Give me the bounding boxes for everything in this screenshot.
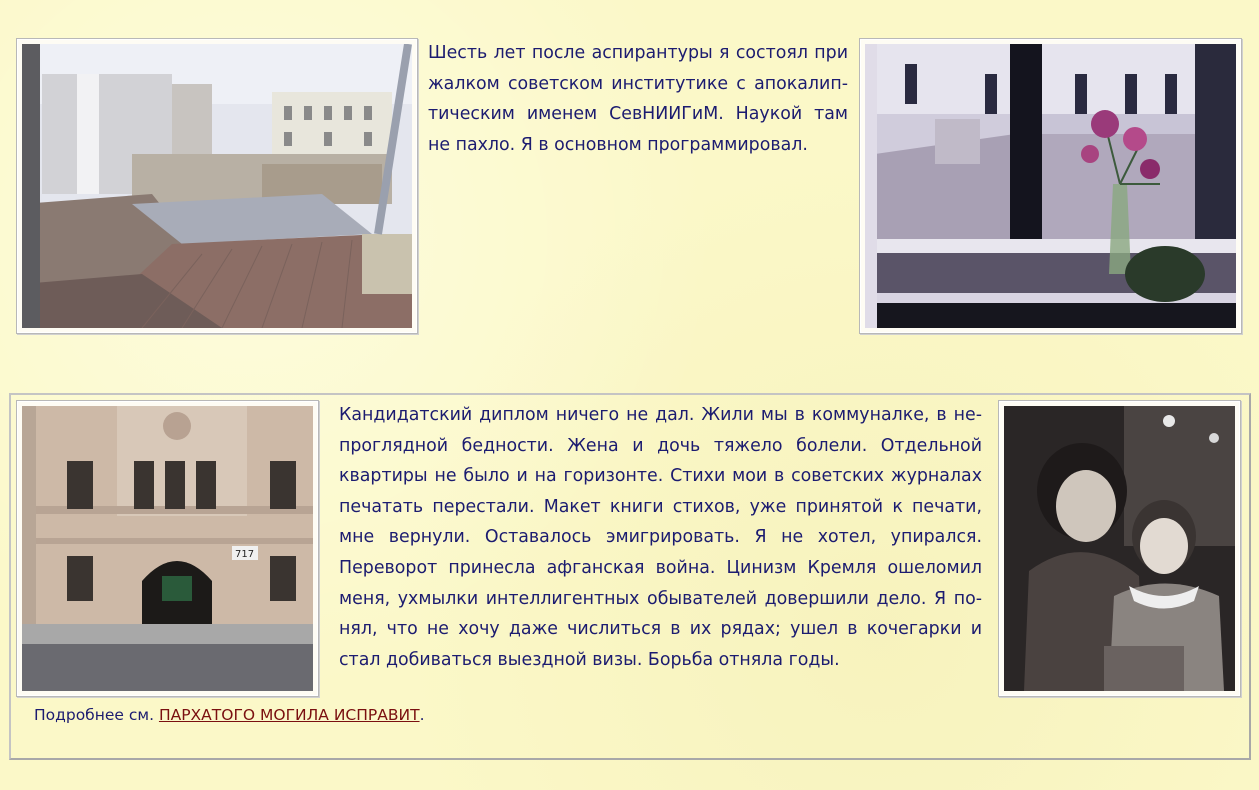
story-paragraph: Кандидатский диплом ничего не дал. Жили мы в коммуналке, в непроглядной бедности. Жена и дочь тяжело болели. Отдельной квартиры не было и на горизонте. Стихи мои в советских журналах печатать перестали. Макет книги стихов, уже принятой к печати, мне вернули. Оставалось эмигрировать. Я не хотел, упирался. Переворот принесла афганская война. Цинизм Кремля ошеломил меня, ухмылки интеллигентных обывателей довершили дело. Я понял, что не хочу даже числиться в их рядах; ушел в кочегарки и стал добиваться выездной визы. Борьба отняла годы. xyxy=(339,405,982,670)
photo-family-frame xyxy=(998,400,1241,697)
photo-rooftops xyxy=(22,44,412,328)
house-number: 717 xyxy=(235,549,255,560)
more-info-link[interactable]: ПАРХАТОГО МОГИЛА ИСПРАВИТ xyxy=(158,706,420,724)
more-info-note xyxy=(34,702,425,729)
photo-building xyxy=(22,406,313,691)
photo-window-flowers xyxy=(865,44,1236,328)
photo-window-flowers-frame xyxy=(859,38,1242,334)
photo-family xyxy=(1004,406,1235,691)
more-info-suffix: . xyxy=(419,706,425,724)
intro-paragraph: Шесть лет после аспирантуры я состоял при жалком советском институтике с апокалиптическим именем СевНИИГиМ. Наукой там не пахло. Я в основном программировал. xyxy=(428,43,848,155)
photo-rooftops-frame xyxy=(16,38,418,334)
more-info-prefix: Подробнее см. xyxy=(34,706,159,724)
photo-building-frame xyxy=(16,400,319,697)
